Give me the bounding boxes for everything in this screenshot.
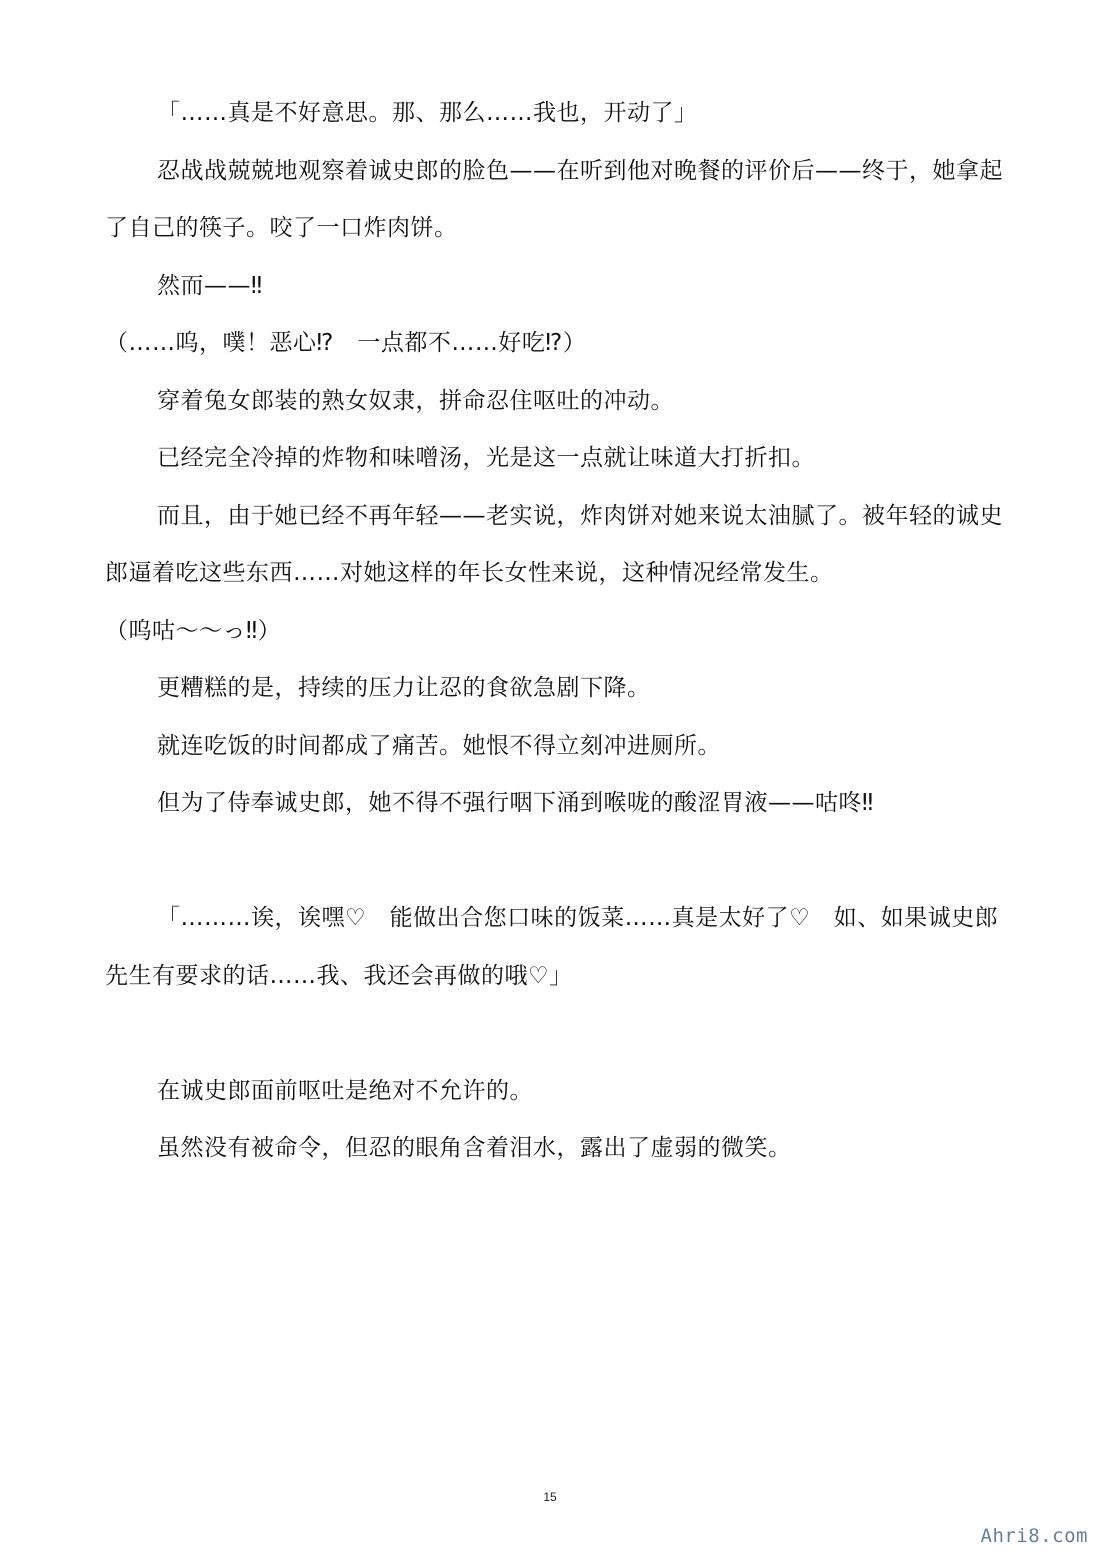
narration-paragraph: 在诚史郎面前呕吐是绝对不允许的。 <box>157 1077 533 1104</box>
narration-paragraph: 然而——‼ <box>157 272 263 299</box>
narration-paragraph: 但为了侍奉诚史郎，她不得不强行咽下涌到喉咙的酸涩胃液——咕咚‼ <box>157 790 874 816</box>
inner-thought-paragraph: （呜咕～～っ‼） <box>105 617 282 644</box>
narration-paragraph: 穿着兔女郎装的熟女奴隶，拼命忍住呕吐的冲动。 <box>157 387 674 414</box>
inner-thought-paragraph: （……呜，噗！恶心⁉ 一点都不……好吃⁉） <box>105 330 587 356</box>
narration-paragraph: 已经完全冷掉的炸物和味噌汤，光是这一点就让味道大打折扣。 <box>157 445 815 471</box>
narration-paragraph: 就连吃饭的时间都成了痛苦。她恨不得立刻冲进厕所。 <box>157 732 721 759</box>
dialogue-paragraph: 「……真是不好意思。那、那么……我也，开动了」 <box>157 100 698 126</box>
paragraph-gap <box>105 833 1005 891</box>
narration-paragraph: 更糟糕的是，持续的压力让忍的食欲急剧下降。 <box>157 675 651 701</box>
page-number: 15 <box>543 1490 557 1504</box>
narration-paragraph: 而且，由于她已经不再年轻——老实说，炸肉饼对她来说太油腻了。被年轻的诚史郎逼着吃这些东西……对她这样的年长女性来说，这种情况经常发生。 <box>105 502 1003 586</box>
paragraph-gap <box>105 1005 1005 1063</box>
document-body <box>105 85 1005 1178</box>
narration-paragraph: 忍战战兢兢地观察着诚史郎的脸色——在听到他对晚餐的评价后——终于，她拿起了自己的筷子。咬了一口炸肉饼。 <box>105 157 1003 241</box>
watermark: Ahri8.com <box>980 1525 1088 1547</box>
dialogue-paragraph: 「………诶，诶嘿♡ 能做出合您口味的饭菜……真是太好了♡ 如、如果诚史郎先生有要求的话……我、我还会再做的哦♡」 <box>105 905 999 989</box>
narration-paragraph: 虽然没有被命令，但忍的眼角含着泪水，露出了虚弱的微笑。 <box>157 1135 792 1161</box>
